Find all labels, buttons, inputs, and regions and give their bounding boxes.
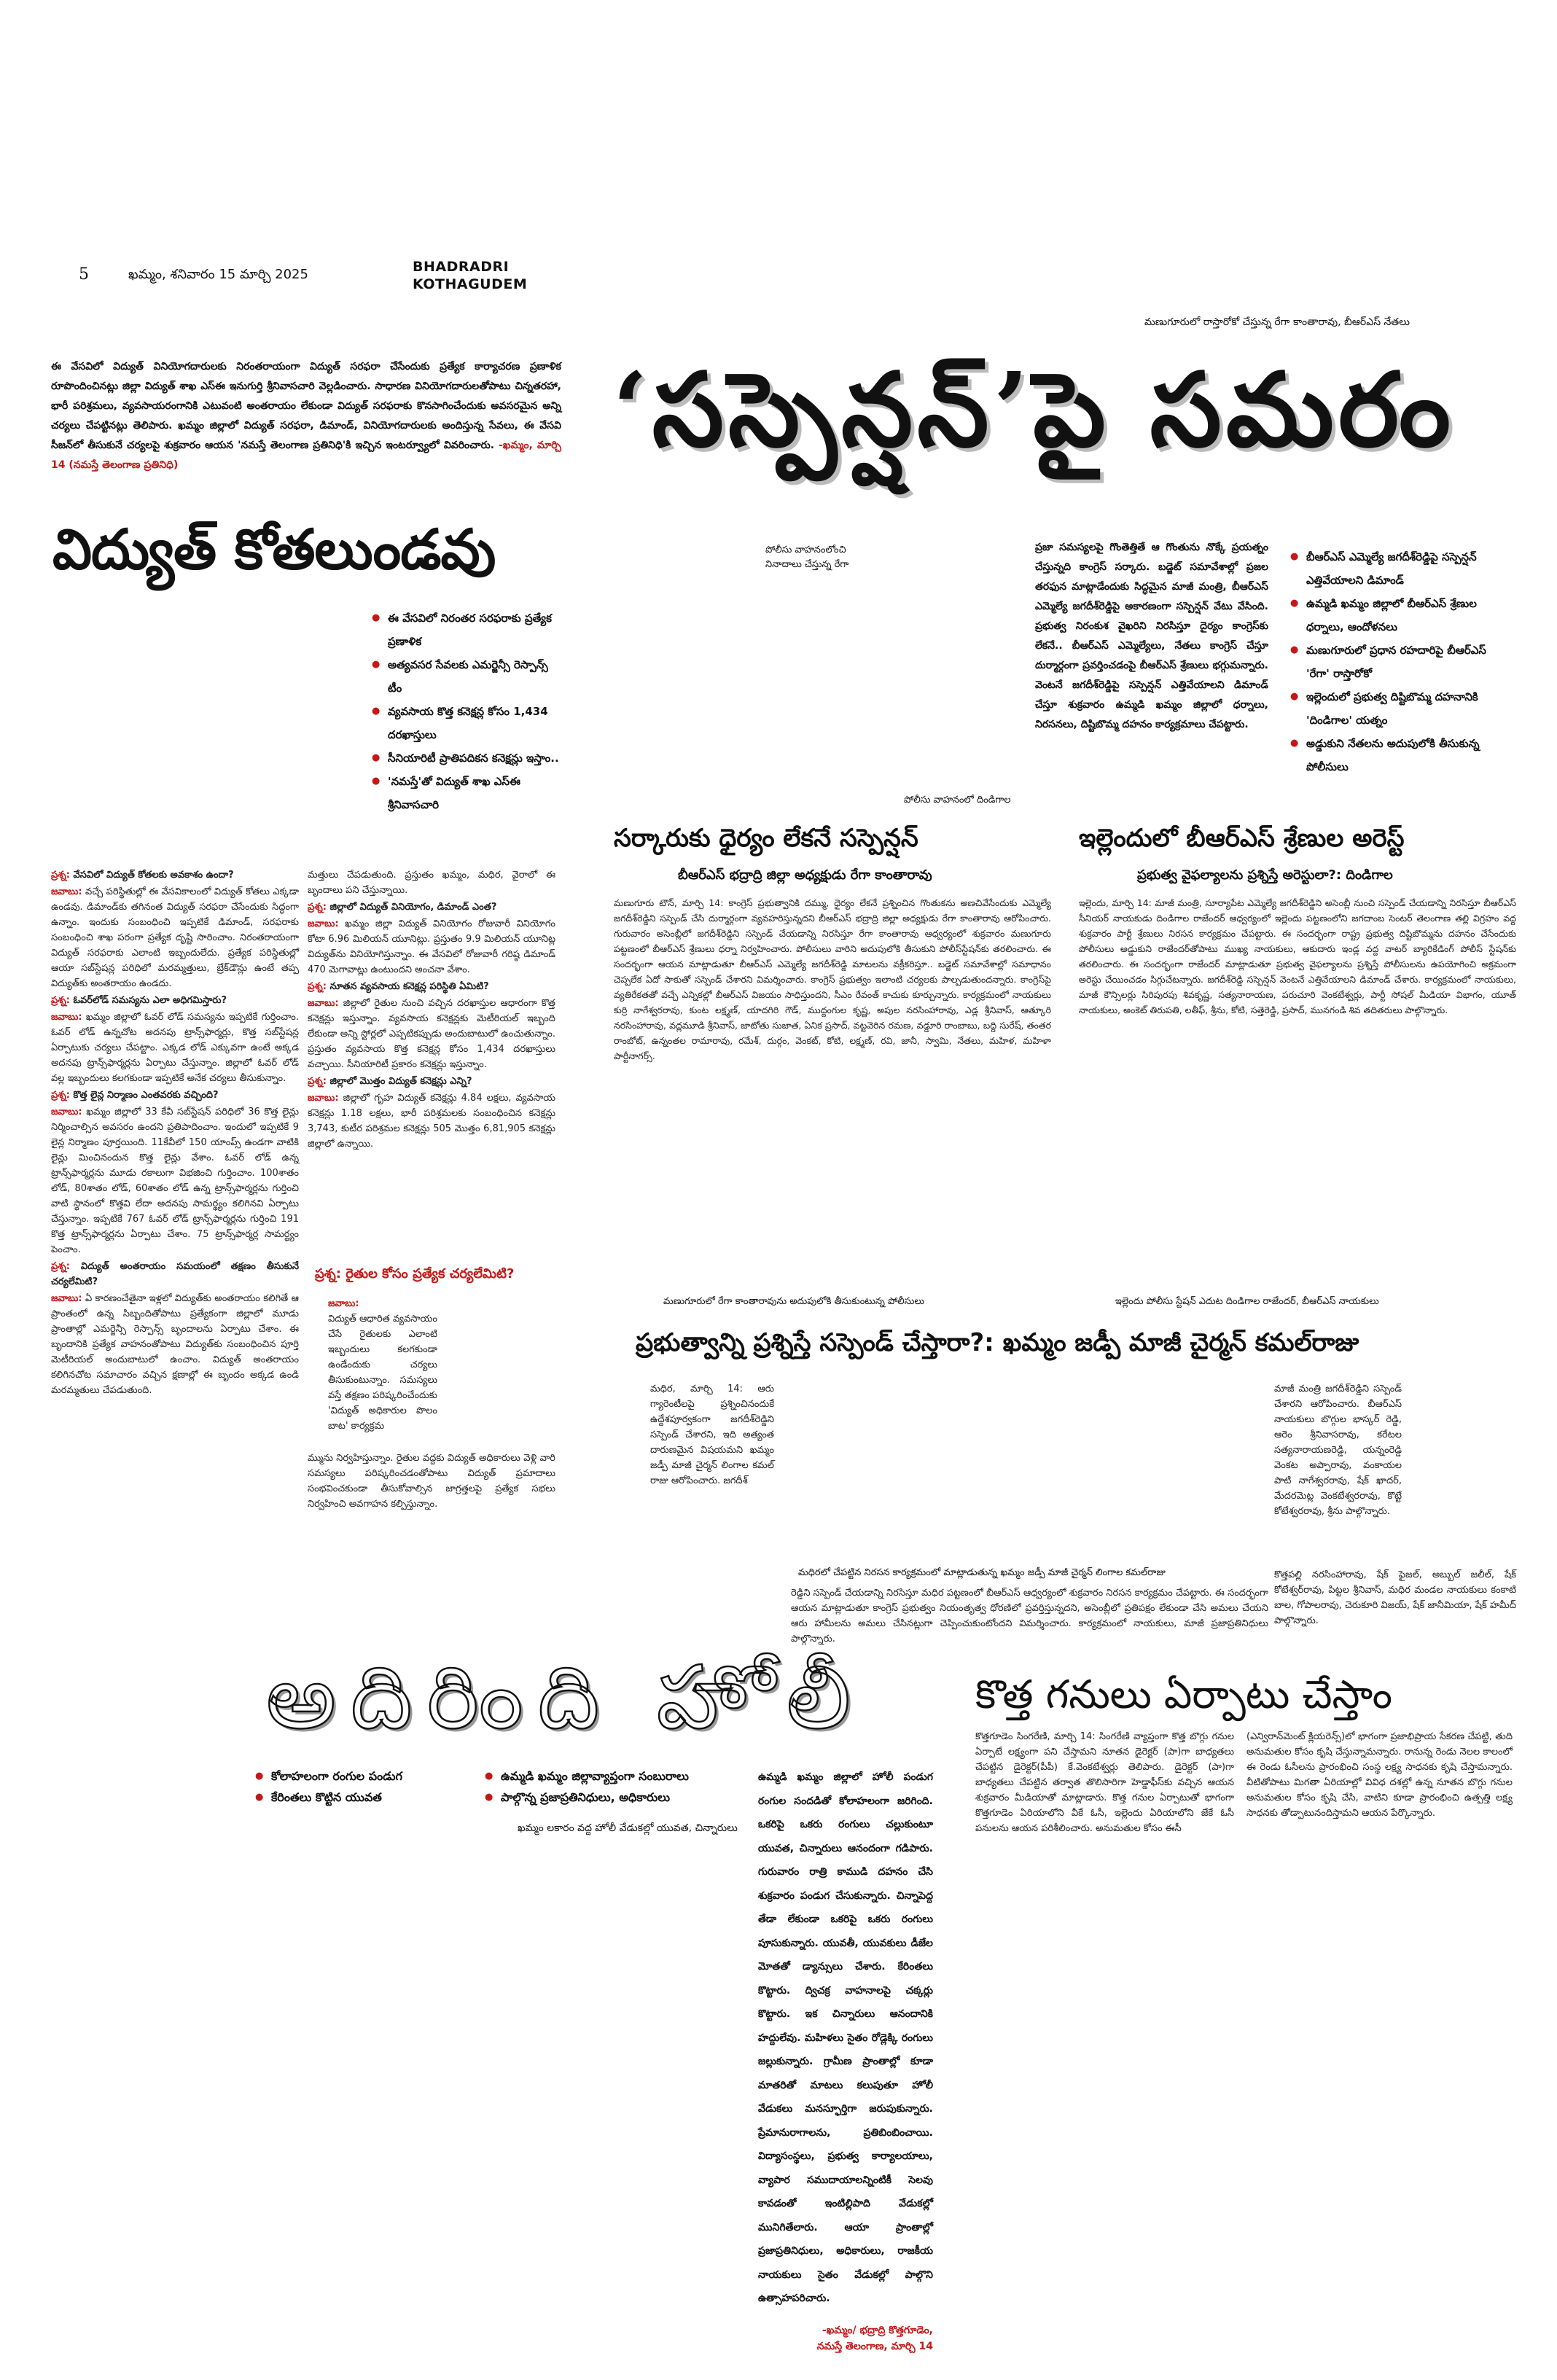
edition-line-1: BHADRADRI [413,259,510,275]
yellandu-body: ఇల్లెందు, మార్చి 14: మాజీ మంత్రి, సూర్యాపేట ఎమ్మెల్యే జగదీశ్‌రెడ్డిని అసెంబ్లీ నుంచి సస్పెండ్ చేయడాన్ని నిరసిస్తూ బీఆర్ఎస్ సీనియర్ నాయకుడు దిండిగాల రాజేందర్ ఆధ్వర్యంలో ఇల్లెందు పట్టణంలోని జగదాంబ సెంటర్ తెలంగాణ తల్లి విగ్రహం వద్ద శుక్రవారం పార్టీ శ్రేణులు నిరసన కార్యక్రమం చేపట్టారు. ఈ సందర్భంగా రాష్ట్ర ప్రభుత్వ దిష్టిబొమ్మను దహనం చేసేందుకు పోలీసులు అడ్డుకుని రాజేందర్‌తోపాటు ముఖ్య నాయకులు, ఆకుదారు ఇండ్ల వద్ద వాటర్ బ్యారికేడింగ్ పోలీస్ స్టేషన్‌కు తరలించారు. ఈ సందర్భంగా రాజేందర్ మాట్లాడుతూ ప్రభుత్వ వైఫల్యాలను ప్రశ్నిస్తే పోలీసులను ఉపయోగించి అక్రమంగా అరెస్టు చేయించడం సిగ్గుచేటన్నారు. జగదీశ్‌రెడ్డి సస్పెన్షన్ వెంటనే ఎత్తివేయాలని డిమాండ్ చేశారు. కార్యక్రమంలో నాయకులు, మాజీ కౌన్సిలర్లు సిరిపురపు శివకృష్ణ, సత్యనారాయణ, పరుచూరి వెంకటేశ్వర్లు, పార్టీ సోషల్ మీడియా విభాగం, యూత్ నాయకులు, అంకెట్ తిరుపతి, లతీఫ్, శ్రీను, కోటి, సత్తెరెడ్డి, ప్రసాద్, మునగండి శివ తదితరులు పాల్గొన్నారు. [1079,897,1516,1015]
kamalraju-headline: ప్రభుత్వాన్ని ప్రశ్నిస్తే సస్పెండ్ చేస్తారా?: ఖమ్మం జడ్పీ మాజీ చైర్మన్ కమల్‌రాజు [636,1328,1359,1357]
suspension-bullet: ● మణుగూరులో ప్రధాన రహదారిపై బీఆర్ఎస్ 'రేగా' రాస్తారోకో [1290,639,1509,685]
rega-headline: సర్కారుకు ధైర్యం లేకనే సస్పెన్షన్ [614,824,918,853]
power-credit: -ఖమ్మం, మార్చి 14 (నమస్తే తెలంగాణ ప్రతినిధి) [51,440,561,471]
mines-col2: (ఎన్విరాన్‌మెంట్ క్లియరెన్స్)లో భాగంగా ప్రజాభిప్రాయ సేకరణ చేపట్టి, తుది అనుమతుల కోసం కృషి చేస్తున్నామన్నారు. రానున్న రెండు నెలల కాలంలో ఈ రెండు ఓసీలను ప్రారంభించి సంస్థ లక్ష్య సాధనకు కృషి చేస్తామన్నారు. వీటితోపాటు మిగతా ఏరియాల్లో వివిధ దశల్లో ఉన్న నూతన బొగ్గు గనుల అనుమతుల కోసం కృషి చేసి, వాటిని కూడా ప్రారంభించి ఉత్పత్తి లక్ష్య సాధనకు తోడ్పాటునందిస్తామని ఆయన పేర్కొన్నారు. [1246,1731,1513,1819]
kamalraju-left-col: మధిర, మార్చి 14: ఆరు గ్యారెంటీలపై ప్రశ్నించినందుకే ఉద్దేశపూర్వకంగా జగదీశ్‌రెడ్డిని సస్పెండ్ చేశారని, ఇది అత్యంత దారుణమైన విషయమని ఖమ్మం జడ్పీ మాజీ చైర్మన్ లింగాల కమల్ రాజు ఆరోపించారు. జగదీశ్ [650,1384,774,1486]
power-bullet: ● ఈ వేసవిలో నిరంతర సరఫరాకు ప్రత్యేక ప్రణాళిక [372,606,561,653]
power-bullet: ● అత్యవసర సేవలకు ఎమర్జెన్సీ రెస్పాన్స్ టీం [372,653,561,700]
holi-credit [816,2322,933,2354]
power-qa-col2 [308,867,555,1261]
edition-line-2: KOTHAGUDEM [413,276,528,292]
qa-question: ప్రశ్న: కొత్త లైన్ల నిర్మాణం ఎంతవరకు వచ్చింది? [51,1090,219,1101]
qa-answer: మత్తులు చేపడుతుంది. ప్రస్తుతం ఖమ్మం, మధిర, వైరాలో ఈ బృందాలు పని చేస్తున్నాయి. [308,870,555,896]
qa-question: ప్రశ్న: నూతన వ్యవసాయ కనెక్షన్ల పరిస్థితి ఏమిటి? [308,981,489,992]
holi-headline: అదిరింది హోలీ [266,1647,865,1749]
power-intro [51,357,561,475]
qa-answer: జవాబు: ఏ కారణంచేతైనా ఇళ్లలో విద్యుత్‌కు అంతరాయం కలిగితే ఆ ప్రాంతంలో ఉన్న సిబ్బందితోపాటు ప్రత్యేకంగా జిల్లాలో మూడు ప్రాంతాల్లో ఎమర్జెన్సీ రెస్పాన్స్ బృందాలను ఏర్పాటు చేశాం. ఈ బృందానికి ప్రత్యేక వాహనంతోపాటు విద్యుత్‌కు సంబంధించిన పూర్తి మెటీరియల్ అందుబాటులో ఉంచాం. విద్యుత్ అంతరాయం కలిగినచోట సమాచారం వచ్చిన క్షణాల్లో ఈ బృందం అక్కడ ఉండి మరమ్మతులు చేపడుతుంది. [51,1293,300,1396]
mines-headline: కొత్త గనులు ఏర్పాటు చేస్తాం [975,1671,1392,1717]
kamalraju-side-photo [1407,1381,1516,1564]
power-photo [48,605,362,860]
holi-body: ఉమ్మడి ఖమ్మం జిల్లాలో హోలీ పండుగ రంగుల సందడితో కోలాహలంగా జరిగింది. ఒకరిపై ఒకరు రంగులు చల్లుకుంటూ యువత, చిన్నారులు ఆనందంగా గడిపారు. గురువారం రాత్రి కాముడి దహనం చేసి శుక్రవారం పండుగ చేసుకున్నారు. చిన్నాపెద్ద తేడా లేకుండా ఒకరిపై ఒకరు రంగులు పూసుకున్నారు. యువతీ, యువకులు డీజేల మోతతో డ్యాన్సులు చేశారు. కేరింతలు కొట్టారు. ద్విచక్ర వాహనాలపై చక్కర్లు కొట్టారు. ఇక చిన్నారులు ఆనందానికి హద్దులేవు. మహిళలు సైతం రోడ్లెక్కి రంగులు జల్లుకున్నారు. గ్రామీణ ప్రాంతాల్లో కూడా మాతరితో మాటలు కలుపుతూ హోలీ వేడుకలు మనస్ఫూర్తిగా జరుపుకున్నారు. ప్రేమానురాగాలను, ప్రతిబింబించాయి. విద్యాసంస్థలు, ప్రభుత్వ కార్యాలయాలు, వ్యాపార సముదాయాలన్నింటికీ సెలవు కావడంతో ఇంటిల్లిపాది వేడుకల్లో మునిగితేలారు. ఆయా ప్రాంతాల్లో ప్రజాప్రతినిధులు, అధికారులు, రాజకీయ నాయకులు సైతం వేడుకల్లో పాల్గొని ఉత్సాహపరిచారు. [758,1771,933,2304]
suspension-bullet: ● ఉమ్మడి ఖమ్మం జిల్లాలో బీఆర్ఎస్ శ్రేణుల ధర్నాలు, ఆందోళనలు [1290,592,1509,639]
rega-body: మణుగూరు టౌన్, మార్చి 14: కాంగ్రెస్ ప్రభుత్వానికి దమ్ము, ధైర్యం లేకనే ప్రశ్నించిన గొంతుకను అణచివేసేందుకు ఎమ్మెల్యే జగదీశ్‌రెడ్డిని సస్పెండ్ చేసి దుర్మార్గంగా వ్యవహరిస్తున్నదని బీఆర్ఎస్ భద్రాద్రి జిల్లా అధ్యక్షుడు రేగా కాంతారావు ఆరోపించారు. గురువారం అసెంబ్లీలో జగదీశ్‌రెడ్డిని సస్పెండ్ చేయడాన్ని నిరసిస్తూ రేగా కాంతారావు ఆధ్వర్యంలో శుక్రవారం మణుగూరు పట్టణంలో బీఆర్ఎస్ శ్రేణులు ధర్నా నిర్వహించారు. పోలీసులు వారిని అదుపులోకి తీసుకుని పోలీస్‌స్టేషన్‌కు తరలించారు. ఈ సందర్భంగా ఆయన మాట్లాడుతూ బీఆర్ఎస్ ఎమ్మెల్యే జగదీశ్‌రెడ్డి మాటలను వక్రీకరిస్తూ.. బడ్జెట్ సమావేశాల్లో సమాధానం చెప్పలేక ఏదో సాకుతో సస్పెండ్ చేశారని విమర్శించారు. కాంగ్రెస్ ప్రభుత్వం ఇలాంటి చర్యలకు పాల్పడుతుందన్నారు. కాంగ్రెస్‌పై వ్యతిరేకతతో వచ్చే ఎన్నికల్లో బీఆర్ఎస్ విజయం సాధిస్తుందని, సీఎం రేవంత్ కాచుకు కూర్చున్నారు. కార్యక్రమంలో నాయకులు కుర్రి నాగేశ్వరరావు, కుంట లక్ష్మణ్, యాదగిరి గౌడ్, ముద్దంగుల కృష్ణ, అపుల నరసింహారావు, ఎడ్ల శ్రీనివాస్, ఆత్కూరి నరసింహారావు, వద్లమూడి శ్రీనివాస్, జాటోతు సుజాత, ఏనిక ప్రసాద్, వట్టవెరిన రమణ, వడ్డూరి రాంబాబు, బద్ది సురేష్, తంతర రాంబోట్, ఉన్నంతల రామారావు, రమేశ్, దుర్గం, వెంకట్, కోటి, లక్ష్మణ్, రవి, జానీ, స్వామి, నేతలు, మహిళ, మహిళా పార్టీనాగర్స్. [614,897,1051,1061]
suspension-photo1-caption: పోలీసు వాహనంలోంచి నినాదాలు చేస్తున్న రేగా [765,545,849,570]
mines-col1: కొత్తగూడెం సింగరేణి, మార్చి 14: సింగరేణి వ్యాప్తంగా కొత్త బొగ్గు గనుల ఏర్పాటే లక్ష్యంగా పని చేస్తామని నూతన డైరెక్టర్ (పా)గా బాధ్యతలు చేపట్టిన డైరెక్టర్(పీపీ) కే.వెంకటేశ్వర్లు తెలిపారు. డైరెక్టర్ (పా)గా బాధ్యతలు చేపట్టిన తర్వాత తొలిసారిగా హెడ్డాఫీస్‌కు వచ్చిన ఆయన శుక్రవారం మీడియాతో మాట్లాడారు. కొత్త గనుల ఏర్పాటుతో భాగంగా కొత్తగూడెం ఏరియాలోని వీకే ఓసీ, ఇల్లెందు ఏరియాలోని జేకే ఓసీ పనులను ఆయన పరిశీలించారు. అనుమతుల కోసం ఈసీ [975,1731,1234,1834]
dateline: ఖమ్మం, శనివారం 15 మార్చి 2025 [128,267,308,282]
power-qa-col1 [51,867,299,1604]
page-number: 5 [79,265,89,284]
power-bullet: ● 'నమస్తే'తో విద్యుత్ శాఖ ఎస్ఈ శ్రీనివాసచారి [372,770,561,816]
mines-photo [975,1932,1515,2340]
holi-bullet: ● పాల్గొన్న ప్రజాప్రతినిధులు, అధికారులు [485,1787,762,1808]
power-headline: విద్యుత్ కోతలుండవు [52,517,496,582]
kamalraju-right-col: మాజీ మంత్రి జగదీశ్‌రెడ్డిని సస్పెండ్ చేశారని ఆరోపించారు. బీఆర్ఎస్ నాయకులు బొగ్గుల భాస్కర్ రెడ్డి, ఆరెం శ్రీనివాసరావు, కరేటల సత్యనారాయణరెడ్డి, యన్నంరెడ్డి వెంకట అప్పారావు, వంకాయల పాటి నాగేశ్వరరావు, షేక్ ఖాదర్, మేదరమెట్ల వెంకటేశ్వరరావు, కొట్టే కోటేశ్వరరావు, శ్రీను పాల్గొన్నారు. [1274,1384,1402,1517]
suspension-bullet: ● ఇల్లెందులో ప్రభుత్వ దిష్టిబొమ్మ దహనానికి 'దిండిగాల' యత్నం [1290,685,1509,732]
farmer-answer-wide: మ్మును నిర్వహిస్తున్నాం. రైతుల వద్దకు విద్యుత్ అధికారులు వెళ్లి వారి సమస్యలు పరిష్కరించడంతోపాటు విద్యుత్ ప్రమాదాలు సంభవించకుండా తీసుకోవాల్సిన జాగ్రత్తలపై ప్రత్యేక సభలు నిర్వహించి అవగాహన కల్పిస్తున్నాం. [308,1453,555,1510]
power-bullet: ● వ్యవసాయ కొత్త కనెక్షన్ల కోసం 1,434 దరఖాస్తులు [372,700,561,746]
suspension-bullet: ● అడ్డుకుని నేతలను అదుపులోకి తీసుకున్న పోలీసులు [1290,732,1509,779]
qa-answer: జవాబు: ఖమ్మం జిల్లాలో 33 కేవీ సబ్‌స్టేషన్ పరిధిలో 36 కొత్త లైన్లు నిర్మించాల్సిన అవసరం ఉందని ప్రతిపాదించాం. ఇందులో ఇప్పటికే 9 లైన్ల నిర్మాణం పూర్తయింది. 11కేవీలో 150 యాంప్స్ ఉండగా వాటికి లైన్లు మించినందున కొత్త లైన్లు వేశాం. ఓవర్ లోడ్ ఉన్న ట్రాన్స్‌ఫార్మర్లను మూడు రకాలుగా విభజించి గుర్తించాం. 100శాతం లోడ్, 80శాతం లోడ్, 60శాతం లోడ్ ఉన్న ట్రాన్స్‌ఫార్మర్లను గుర్తించి వాటి స్థానంలో కొత్తవి లేదా అదనపు సామర్థ్యం కలిగినవి ఏర్పాటు చేస్తున్నాం. ఇప్పటికే 767 ఓవర్ లోడ్ ట్రాన్స్‌ఫార్మర్లను గుర్తించి 191 కొత్త ట్రాన్స్‌ఫార్మర్లను ఏర్పాటు చేశాం. 75 ట్రాన్స్‌ఫార్మర్ల సామర్థ్యం పెంచాం. [51,1107,299,1255]
farmer-answer-label: జవాబు: [328,1298,359,1309]
kamalraju-photo-caption: మధిరలో చేపట్టిన నిరసన కార్యక్రమంలో మాట్లాడుతున్న ఖమ్మం జడ్పీ మాజీ చైర్మన్ లింగాల కమల్‌రాజు [798,1567,1166,1578]
power-bullets [372,606,561,816]
farmer-question: ప్రశ్న: రైతుల కోసం ప్రత్యేక చర్యలేమిటి? [315,1266,515,1281]
holi-photo [255,1808,751,2318]
suspension-intro: ప్రజా సమస్యలపై గొంతెత్తితే ఆ గొంతును నొక్కే ప్రయత్నం చేస్తున్నది కాంగ్రెస్ సర్కారు. బడ్జెట్ సమావేశాల్లో ప్రజల తరఫున మాట్లాడేందుకు సిద్ధమైన మాజీ మంత్రి, బీఆర్ఎస్ ఎమ్మెల్యే జగదీశ్‌రెడ్డిపై అకారణంగా సస్పెన్షన్ వేటు వేసింది. ప్రభుత్వ నిరంకుశ వైఖరిని నిరసిస్తూ దైర్యం కాంగ్రెస్‌కు లేకనే.. బీఆర్ఎస్ ఎమ్మెల్యేలు, నేతలు కాంగ్రెస్ చేస్తూ దుర్మార్గంగా ప్రవర్తించడంపై బీఆర్ఎస్ శ్రేణులు భగ్గుమన్నారు. వెంటనే జగదీశ్‌రెడ్డిపై సస్పెన్షన్ ఎత్తివేయాలని డిమాండ్ చేస్తూ శుక్రవారం ఉమ్మడి ఖమ్మం జిల్లాలో ధర్నాలు, నిరసనలు, దిష్టిబొమ్మ దహనం కార్యక్రమాలు చేపట్టారు. [1035,542,1268,730]
edition-name [413,258,527,293]
power-bullet: ● సీనియారిటీ ప్రాతిపదికన కనెక్షన్లు ఇస్తాం.. [372,746,561,770]
qa-answer: జవాబు: ఖమ్మం జిల్లా విద్యుత్ వినియోగం రోజువారీ వినియోగం కోటా 6.96 మిలియన్ యూనిట్లు. ప్రస్తుతం 9.9 మిలియన్ యూనిట్ల విద్యుత్‌ను వినియోగిస్తున్నాం. ఈ వేసవిలో రోజువారీ గరిష్ఠ డిమాండ్ 470 మెగావాట్లు ఉంటుందని అంచనా వేశాం. [308,918,555,975]
holi-bullet: ● కోలాహలంగా రంగుల పండుగ [255,1766,474,1787]
kamalraju-right-wide: కొత్తపల్లి నరసింహారావు, షేక్ ఫైజల్, అబ్బుల్ జలీల్, షేక్ కోటేశ్వర్‌రావు, పిట్టల శ్రీనివాస్, మధిర మండల నాయకులు కంకాటి బాల, గోపాలరావు, చెరుకూరి విజయ్, షేక్ జానీమియా, షేక్ హమీద్ పాల్గొన్నారు. [1274,1569,1516,1626]
qa-question: ప్రశ్న: విద్యుత్ అంతరాయం సమయంలో తక్షణం తీసుకునే చర్యలేమిటి? [51,1261,299,1287]
holi-bullets-right [485,1766,762,1808]
holi-photo-caption: ఖమ్మం లకారం వద్ద హోలీ వేడుకల్లో యువత, చిన్నారులు [518,1822,738,1834]
qa-question: ప్రశ్న: ఓవర్‌లోడ్ సమస్యను ఎలా అధిగమిస్తారు? [51,995,227,1006]
holi-bullets-left [255,1766,474,1808]
yellandu-subhead: ప్రభుత్వ వైఫల్యాలను ప్రశ్నిస్తే అరెస్టులా?: దిండిగాల [1137,867,1393,883]
qa-question: ప్రశ్న: జిల్లాలో మొత్తం విద్యుత్ కనెక్షన్లు ఎన్ని? [308,1076,472,1087]
qa-question: ప్రశ్న: వేసవిలో విద్యుత్ కోతలకు అవకాశం ఉందా? [51,870,234,881]
qa-answer: జవాబు: జిల్లాలో రైతుల నుంచి వచ్చిన దరఖాస్తుల ఆధారంగా కొత్త కనెక్షన్లు ఇస్తున్నాం. వ్యవసాయ కనెక్షన్లకు మెటీరియల్ ఇబ్బంది లేకుండా అన్ని స్టోర్లలో ఎప్పటికప్పుడు అందుబాటులో ఉంచుతున్నాం. ప్రస్తుతం వ్యవసాయ కొత్త కనెక్షన్ల కోసం 1,434 దరఖాస్తులు వచ్చాయి. సీనియారిటీ ప్రకారం కనెక్షన్లు ఇస్తున్నాం. [308,998,555,1070]
mid-caption-right: ఇల్లెందు పోలీసు స్టేషన్ ఎదుట దిండిగాల రాజేందర్, బీఆర్ఎస్ నాయకులు [1115,1296,1379,1307]
suspension-bullet: ● బీఆర్ఎస్ ఎమ్మెల్యే జగదీశ్‌రెడ్డిపై సస్పెన్షన్ ఎత్తివేయాలని డిమాండ్ [1290,545,1509,592]
power-intro-text: ఈ వేసవిలో విద్యుత్ వినియోగదారులకు నిరంతరాయంగా విద్యుత్ సరఫరా చేసేందుకు ప్రత్యేక కార్యాచరణ ప్రణాళిక రూపొందించినట్లు జిల్లా విద్యుత్ శాఖ ఎస్ఈ ఇనుగుర్తి శ్రీనివాసచారి వెల్లడించారు. సాధారణ వినియోగదారులతోపాటు చిన్నతరహా, భారీ పరిశ్రమలు, వ్యవసాయరంగానికి ఎటువంటి అంతరాయం లేకుండా విద్యుత్ సరఫరాకు కొనసాగించేందుకు అవసరమైన అన్ని చర్యలు చేపట్టినట్లు తెలిపారు. ఖమ్మం జిల్లాలో విద్యుత్ సరఫరా, డిమాండ్, వినియోగదారులకు అందిస్తున్న సేవలు, ఈ వేసవి సీజన్‌లో తీసుకునే చర్యలపై శుక్రవారం ఆయన 'నమస్తే తెలంగాణ ప్రతినిధి'కి ఇచ్చిన ఇంటర్వ్యూలో వివరించారు. [51,361,561,451]
holi-credit-line2: నమస్తే తెలంగాణ, మార్చి 14 [816,2341,933,2352]
qa-answer: జవాబు: వచ్చే పరిస్థితుల్లో ఈ వేసవికాలంలో విద్యుత్ కోతలు ఎక్కడా ఉండవు. డిమాండ్‌కు తగినంత విద్యుత్ సరఫరా చేసేందుకు సిద్ధంగా ఉన్నాం. ఇందుకు సంబంధించి ఇప్పటికే డిమాండ్, సరఫరాకు సంబంధించి శాఖ పరంగా ప్రత్యేక దృష్టి సారించాం. నిరంతరాయంగా విద్యుత్ సరఫరాకు ఎలాంటి ఇబ్బందులేదు. ప్రత్యేక పరిస్థితుల్లో ఆయా సబ్‌స్టేషన్ల పరిధిలో మరమ్మత్తులు, బ్రేక్‌డౌన్లు ఉంటే తప్ప విద్యుత్‌కు అంతరాయం ఉండదు. [51,886,299,989]
power-side-photo [445,1296,554,1449]
mid-caption-left: మణుగూరులో రేగా కాంతారావును అదుపులోకి తీసుకుంటున్న పోలీసులు [663,1296,925,1307]
holi-credit-line1: -ఖమ్మం/ భద్రాద్రి కొత్తగూడెం, [822,2325,933,2336]
suspension-top-caption: మణుగూరులో రాస్తారోకో చేస్తున్న రేగా కాంతారావు, బీఆర్ఎస్ నేతలు [1144,316,1410,328]
farmer-answer-narrow-text: విద్యుత్ ఆధారిత వ్యవసాయం చేసే రైతులకు ఎలాంటి ఇబ్బందులు కలగకుండా ఉండేందుకు చర్యలు తీసుకుంటున్నాం. సమస్యలు వస్తే తక్షణం పరిష్కరించేందుకు 'విద్యుత్ అధికారుల పొలం బాట' కార్యక్రమ [328,1314,437,1432]
kamalraju-wide: రెడ్డిని సస్పెండ్ చేయడాన్ని నిరసిస్తూ మధిర పట్టణంలో బీఆర్ఎస్ ఆధ్వర్యంలో శుక్రవారం నిరసన కార్యక్రమం చేపట్టారు. ఈ సందర్భంగా ఆయన మాట్లాడుతూ కాంగ్రెస్ ప్రభుత్వం నియంతృత్వ ధోరణిలో ప్రవర్తిస్తున్నదని, అసెంబ్లీలో ప్రతిపక్షం లేకుండా చేసి అమలు చేయని ఆరు హామీలను అమలు చేసినట్లుగా చెప్పించుకుంటోందని విమర్శించారు. కార్యక్రమంలో నాయకులు, మాజీ ప్రజాప్రతినిధులు పాల్గొన్నారు. [791,1588,1268,1644]
qa-question: ప్రశ్న: జిల్లాలో విద్యుత్ వినియోగం, డిమాండ్ ఎంత? [308,902,497,913]
farmer-answer-narrow [328,1296,437,1449]
suspension-photo2-caption: పోలీసు వాహనంలో దిండిగాల [904,795,1011,805]
qa-answer: జవాబు: ఖమ్మం జిల్లాలో ఓవర్ లోడ్ సమస్యను ఇప్పటికే గుర్తించాం. ఓవర్ లోడ్ ఉన్నచోట అదనపు ట్రాన్స్‌ఫార్మర్లు, కొత్త సబ్‌స్టేషన్ల ఏర్పాటుకు చర్యలు చేపట్టాం. ఎక్కడ లోడ్ ఎక్కువగా ఉంటే అక్కడ అదనపు ట్రాన్స్‌ఫార్మర్లను ఏర్పాటు చేస్తున్నాం. జిల్లాలో ఓవర్ లోడ్ వల్ల ఇబ్బందులు కలగకుండా ఇప్పటికే అనేక చర్యలు తీసుకున్నాం. [51,1012,299,1084]
suspension-headline: ‘సస్పెన్షన్’పై సమరం [612,351,1455,470]
yellandu-headline: ఇల్లెందులో బీఆర్ఎస్ శ్రేణుల అరెస్ట్ [1079,824,1405,853]
rega-arrest-photo [614,1239,1051,1294]
qa-answer: జవాబు: జిల్లాలో గృహ విద్యుత్ కనెక్షన్లు 4.84 లక్షలు, వ్యవసాయ కనెక్షన్లు 1.18 లక్షలు, భారీ పరిశ్రమలకు సంబంధించిన కనెక్షన్లు 3,743, కుటీర పరిశ్రమల కనెక్షన్లు 505 మొత్తం 6,81,905 కనెక్షన్లు జిల్లాలో ఉన్నాయి. [308,1093,555,1150]
yellandu-station-photo [1079,1239,1516,1294]
rega-subhead: బీఆర్ఎస్ భద్రాద్రి జిల్లా అధ్యక్షుడు రేగా కాంతారావు [678,867,932,883]
holi-bullet: ● ఉమ్మడి ఖమ్మం జిల్లావ్యాప్తంగా సంబురాలు [485,1766,762,1787]
holi-bullet: ● కేరింతలు కొట్టిన యువత [255,1787,474,1808]
suspension-bullets [1290,545,1509,779]
